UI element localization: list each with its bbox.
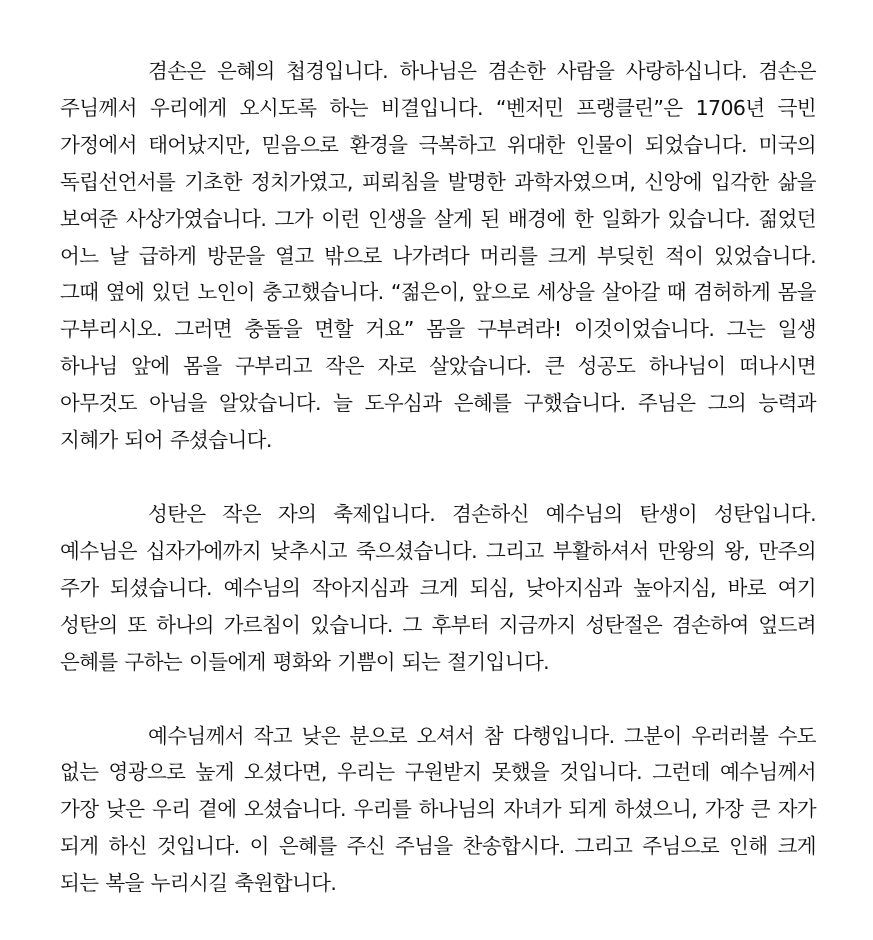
paragraph-3: 예수님께서 작고 낮은 분으로 오셔서 참 다행입니다. 그분이 우러러볼 수도 없는 영광으로 높게 오셨다면, 우리는 구원받지 못했을 것입니다. 그런데 예수님께서 가장 낮은 우리 곁에 오셨습니다. 우리를 하나님의 자녀가 되게 하셨으니, 가장 큰 자가 되게 하신 것입니다. 이 은혜를 주신 주님을 찬송합시다. 그리고 주님으로 인해 크게 되는 복을 누리시길 축원합니다. bbox=[60, 723, 816, 896]
paragraph-2: 성탄은 작은 자의 축제입니다. 겸손하신 예수님의 탄생이 성탄입니다. 예수님은 십자가에까지 낮추시고 죽으셨습니다. 그리고 부활하셔서 만왕의 왕, 만주의 주가 되셨습니다. 예수님의 작아지심과 크게 되심, 낮아지심과 높아지심, 바로 여기 성탄의 또 하나의 가르침이 있습니다. 그 후부터 지금까지 성탄절은 겸손하여 엎드려 은혜를 구하는 이들에게 평화와 기쁨이 되는 절기입니다. bbox=[60, 501, 816, 674]
document-body bbox=[60, 53, 816, 902]
paragraph-1: 겸손은 은혜의 첩경입니다. 하나님은 겸손한 사람을 사랑하십니다. 겸손은 주님께서 우리에게 오시도록 하는 비결입니다. “벤저민 프랭클린”은 1706년 극빈 가정에서 태어났지만, 믿음으로 환경을 극복하고 위대한 인물이 되었습니다. 미국의 독립선언서를 기초한 정치가였고, 피뢰침을 발명한 과학자였으며, 신앙에 입각한 삶을 보여준 사상가였습니다. 그가 이런 인생을 살게 된 배경에 한 일화가 있습니다. 젊었던 어느 날 급하게 방문을 열고 밖으로 나가려다 머리를 크게 부딪힌 적이 있었습니다. 그때 옆에 있던 노인이 충고했습니다. “젊은이, 앞으로 세상을 살아갈 때 겸허하게 몸을 구부리시오. 그러면 충돌을 면할 거요” 몸을 구부려라! 이것이었습니다. 그는 일생 하나님 앞에 몸을 구부리고 작은 자로 살았습니다. 큰 성공도 하나님이 떠나시면 아무것도 아님을 알았습니다. 늘 도우심과 은혜를 구했습니다. 주님은 그의 능력과 지혜가 되어 주셨습니다. bbox=[60, 59, 816, 453]
